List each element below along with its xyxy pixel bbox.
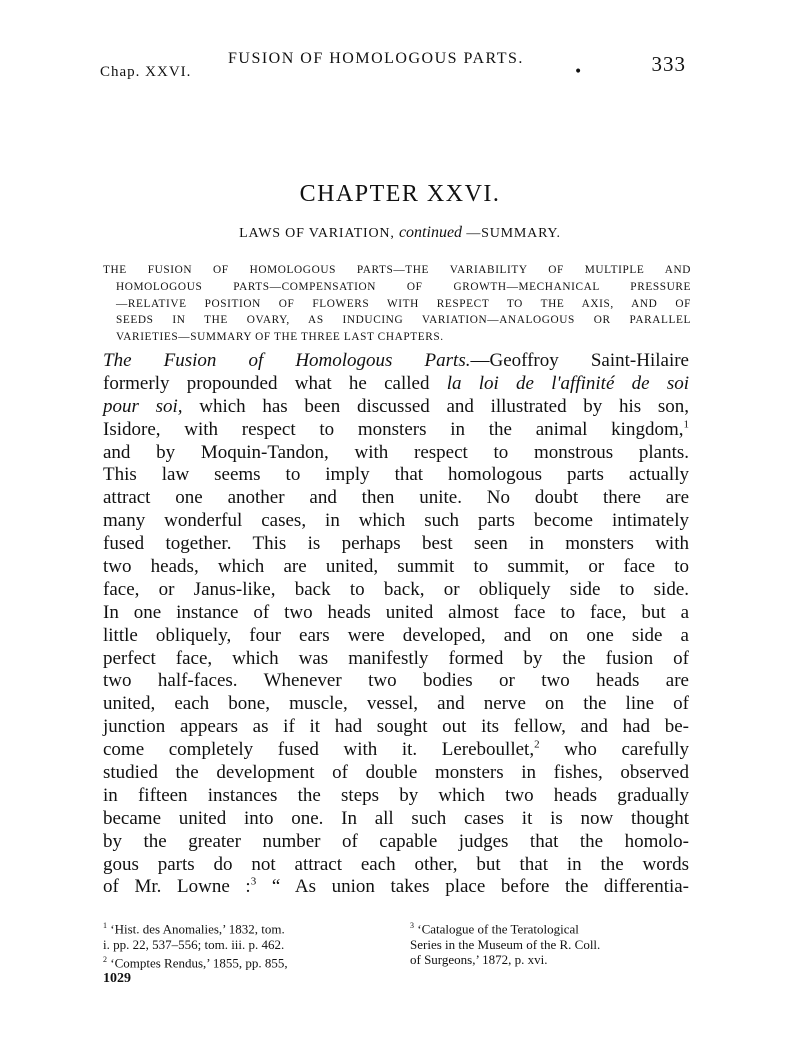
footnote-line [103, 952, 373, 971]
body-line [103, 739, 689, 762]
page-number: 333 [651, 52, 686, 76]
footnotes-right-column [410, 918, 691, 968]
chapter-title: CHAPTER XXVI. [299, 181, 501, 207]
body-line: by the greater number of capable judges that the homolo- [103, 830, 689, 852]
subtitle-prefix: LAWS OF VARIATION, [239, 226, 395, 241]
body-line [103, 350, 689, 373]
body-line: became united into one. In all such cases it is now thought [103, 807, 689, 829]
body-line-text: —Geoffroy Saint-Hilaire [470, 350, 689, 371]
footnote-ref: 1 [683, 418, 689, 431]
synopsis-line: —RELATIVE POSITION OF FLOWERS WITH RESPECT TO THE AXIS, AND OF [116, 297, 691, 310]
body-line-text: who carefully [564, 739, 689, 761]
footnote-text: ‘Hist. des Anomalies,’ 1832, tom. [110, 921, 285, 937]
footnote-number: 3 [410, 921, 414, 930]
body-line: face, or Janus-like, back to back, or obliquely side to side. [103, 578, 689, 600]
body-line-text: Isidore, with respect to monsters in the animal kingdom, [103, 418, 684, 440]
body-line [103, 419, 689, 442]
footnote-text: of Surgeons,’ 1872, p. xvi. [410, 952, 548, 968]
running-head [100, 50, 690, 80]
synopsis-line: HOMOLOGOUS PARTS—COMPENSATION OF GROWTH—MECHANICAL PRESSURE [116, 280, 691, 293]
footnote-line [410, 937, 691, 953]
body-line: attract one another and then unite. No doubt there are [103, 487, 689, 509]
body-line: and by Moquin-Tandon, with respect to monstrous plants. [103, 441, 689, 463]
body-line: gous parts do not attract each other, but that in the words [103, 853, 689, 875]
body-line: little obliquely, four ears were developed, and on one side a [103, 624, 689, 646]
footnote-line [103, 937, 373, 953]
footnote-line [410, 952, 691, 968]
footnote-line [103, 918, 373, 937]
body-line-text: formerly propounded what he called [103, 372, 430, 394]
footnote-ref: 3 [250, 876, 257, 889]
printer-signature: 1029 [103, 971, 131, 987]
body-line: united, each bone, muscle, vessel, and nerve on the line of [103, 693, 689, 715]
body-line: two half-faces. Whenever two bodies or two heads are [103, 670, 689, 692]
chapter-synopsis [103, 262, 691, 346]
body-line [103, 373, 689, 396]
footnote-number: 2 [103, 955, 107, 965]
footnote-line [410, 918, 691, 937]
synopsis-line: THE FUSION OF HOMOLOGOUS PARTS—THE VARIABILITY OF MULTIPLE AND [103, 264, 691, 276]
body-line: In one instance of two heads united almost face to face, but a [103, 601, 689, 623]
subtitle-italic: continued [398, 224, 463, 241]
running-head-title: FUSION OF HOMOLOGOUS PARTS. [228, 50, 524, 67]
body-line: junction appears as if it had sought out its fellow, and had be- [103, 716, 689, 738]
french-phrase: la loi de l'affinité de soi [446, 372, 689, 394]
footnote-number: 1 [103, 921, 107, 930]
footnote-text: Series in the Museum of the R. Coll. [410, 936, 601, 952]
synopsis-line: SEEDS IN THE OVARY, AS INDUCING VARIATION—ANALOGOUS OR PARALLEL [116, 314, 691, 327]
body-line: two heads, which are united, summit to summit, or face to [103, 556, 689, 578]
french-phrase: pour soi, [103, 395, 183, 417]
body-line: This law seems to imply that homologous parts actually [103, 464, 689, 486]
body-line: studied the development of double monsters in fishes, observed [103, 762, 689, 784]
body-text [103, 350, 689, 899]
body-line [103, 876, 689, 899]
body-line-text: “ As union takes place before the differentia- [271, 876, 690, 898]
section-heading: The Fusion of Homologous Parts. [103, 350, 471, 371]
body-line: perfect face, which was manifestly formed by the fusion of [103, 647, 689, 669]
body-line: in fifteen instances the steps by which two heads gradually [103, 784, 689, 806]
body-line-text: of Mr. Lowne : [103, 876, 251, 898]
synopsis-line: VARIETIES—SUMMARY OF THE THREE LAST CHAPTERS. [116, 331, 444, 344]
body-line-text: which has been discussed and illustrated by his son, [199, 395, 689, 417]
ink-speck: • [574, 64, 583, 80]
body-line: fused together. This is perhaps best seen in monsters with [103, 533, 689, 555]
body-line: many wonderful cases, in which such parts become intimately [103, 510, 689, 532]
footnotes-left-column [103, 918, 373, 987]
chapter-subtitle [0, 224, 800, 242]
footnote-text: ‘Catalogue of the Teratological [417, 921, 579, 937]
body-line [103, 396, 689, 419]
footnote-ref: 2 [534, 738, 540, 751]
running-head-chapter: Chap. XXVI. [100, 64, 192, 80]
body-line-text: come completely fused with it. Lereboullet, [103, 739, 535, 761]
footnote-text: ‘Comptes Rendus,’ 1855, pp. 855, [110, 955, 288, 971]
subtitle-suffix: —SUMMARY. [466, 226, 561, 241]
footnote-text: i. pp. 22, 537–556; tom. iii. p. 462. [103, 936, 285, 952]
